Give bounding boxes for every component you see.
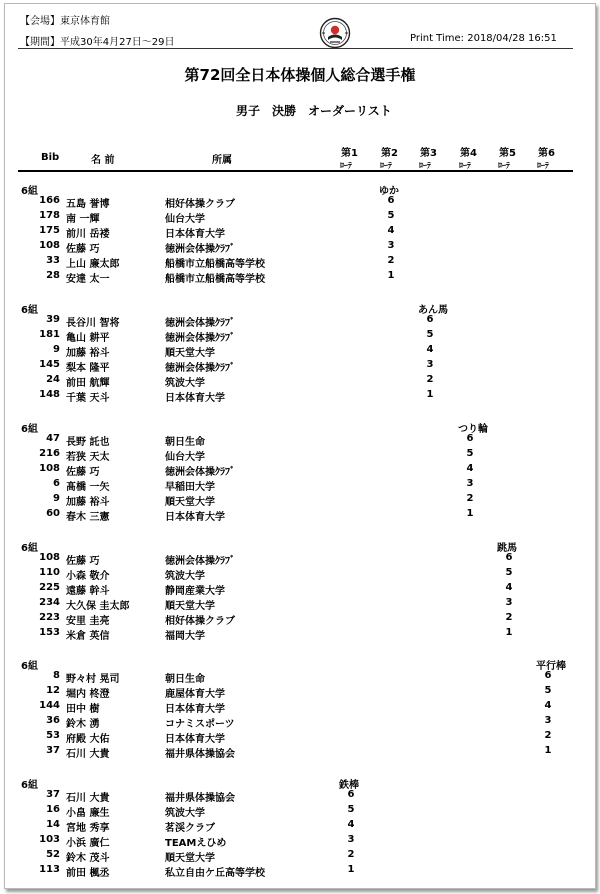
athlete-name: 小畠 廉生 <box>66 808 110 819</box>
start-order: 5 <box>426 329 434 340</box>
athlete-bib: 53 <box>46 730 60 741</box>
athlete-row <box>0 374 600 389</box>
athlete-bib: 6 <box>53 478 60 489</box>
athlete-row <box>0 789 600 804</box>
athlete-bib: 166 <box>39 195 60 206</box>
athlete-name: 野々村 晃司 <box>66 674 120 685</box>
start-order: 1 <box>347 864 355 875</box>
group-label: 6組 <box>21 543 38 554</box>
athlete-affiliation: 順天堂大学 <box>165 601 215 612</box>
group-label: 6組 <box>21 305 38 316</box>
athlete-name: 鈴木 茂斗 <box>66 853 110 864</box>
start-order: 5 <box>387 210 395 221</box>
athlete-name: 鈴木 湧 <box>66 719 100 730</box>
start-order: 3 <box>387 240 395 251</box>
athlete-row <box>0 314 600 329</box>
athlete-row <box>0 834 600 849</box>
athlete-bib: 144 <box>39 700 60 711</box>
athlete-name: 宮地 秀享 <box>66 823 110 834</box>
athlete-bib: 16 <box>46 804 60 815</box>
athlete-bib: 108 <box>39 240 60 251</box>
athlete-bib: 216 <box>39 448 60 459</box>
start-order: 4 <box>466 463 474 474</box>
venue-line <box>20 12 110 27</box>
athlete-row <box>0 864 600 879</box>
athlete-row <box>0 685 600 700</box>
athlete-affiliation: 筑波大学 <box>165 378 205 389</box>
athlete-bib: 234 <box>39 597 60 608</box>
athlete-row <box>0 552 600 567</box>
athlete-affiliation: 順天堂大学 <box>165 348 215 359</box>
start-order: 2 <box>544 730 552 741</box>
athlete-affiliation: 静岡産業大学 <box>165 586 225 597</box>
start-order: 6 <box>466 433 474 444</box>
athlete-row <box>0 463 600 478</box>
athlete-row <box>0 225 600 240</box>
start-order: 3 <box>426 359 434 370</box>
athlete-name: 佐藤 巧 <box>66 244 100 255</box>
athlete-name: 亀山 耕平 <box>66 333 110 344</box>
athlete-bib: 36 <box>46 715 60 726</box>
athlete-affiliation: TEAMえひめ <box>165 838 227 849</box>
start-order: 1 <box>544 745 552 756</box>
athlete-bib: 28 <box>46 270 60 281</box>
athlete-affiliation: 茗渓クラブ <box>165 823 215 834</box>
athlete-bib: 52 <box>46 849 60 860</box>
athlete-affiliation: 日本体育大学 <box>165 393 225 404</box>
period-value: 平成30年4月27日～29日 <box>60 37 175 48</box>
athlete-name: 髙橋 一矢 <box>66 482 110 493</box>
athlete-affiliation: 船橋市立船橋高等学校 <box>165 259 265 270</box>
athlete-bib: 24 <box>46 374 60 385</box>
athlete-bib: 103 <box>39 834 60 845</box>
athlete-name: 小浜 廣仁 <box>66 838 110 849</box>
athlete-name: 前川 岳褛 <box>66 229 110 240</box>
athlete-name: 石川 大貴 <box>66 749 110 760</box>
start-order: 5 <box>544 685 552 696</box>
athlete-bib: 148 <box>39 389 60 400</box>
athlete-affiliation: 朝日生命 <box>165 674 205 685</box>
event-label: つり輪 <box>458 424 488 435</box>
header-divider <box>18 48 573 49</box>
start-order: 4 <box>387 225 395 236</box>
athlete-bib: 39 <box>46 314 60 325</box>
athlete-row <box>0 730 600 745</box>
athlete-affiliation: 徳洲会体操ｸﾗﾌﾞ <box>165 467 235 478</box>
athlete-bib: 60 <box>46 508 60 519</box>
athlete-affiliation: 順天堂大学 <box>165 497 215 508</box>
col-rotation-3: 第3 <box>420 148 437 159</box>
athlete-row <box>0 582 600 597</box>
col-rotation-2: 第2 <box>381 148 398 159</box>
athlete-name: 上山 廉太郎 <box>66 259 120 270</box>
athlete-name: 長谷川 智将 <box>66 318 120 329</box>
athlete-bib: 153 <box>39 627 60 638</box>
start-order: 2 <box>387 255 395 266</box>
athlete-name: 南 一輝 <box>66 214 100 225</box>
athlete-bib: 175 <box>39 225 60 236</box>
athlete-affiliation: 相好体操クラブ <box>165 616 235 627</box>
start-order: 1 <box>387 270 395 281</box>
start-order: 1 <box>505 627 513 638</box>
event-label: ゆか <box>379 186 399 197</box>
group-label: 6組 <box>21 424 38 435</box>
athlete-name: 前田 航輝 <box>66 378 110 389</box>
athlete-name: 堀内 柊澄 <box>66 689 110 700</box>
athlete-name: 米倉 英信 <box>66 631 110 642</box>
athlete-bib: 37 <box>46 789 60 800</box>
athlete-row <box>0 804 600 819</box>
athlete-affiliation: 徳洲会体操ｸﾗﾌﾞ <box>165 333 235 344</box>
start-order: 2 <box>347 849 355 860</box>
start-order: 6 <box>426 314 434 325</box>
start-order: 2 <box>426 374 434 385</box>
athlete-affiliation: 仙台大学 <box>165 214 205 225</box>
athlete-bib: 223 <box>39 612 60 623</box>
col-rotation-sub-3: ﾛｰﾃ <box>419 161 431 170</box>
start-order: 6 <box>387 195 395 206</box>
col-rotation-sub-4: ﾛｰﾃ <box>459 161 471 170</box>
col-rotation-sub-6: ﾛｰﾃ <box>537 161 549 170</box>
col-rotation-6: 第6 <box>538 148 555 159</box>
athlete-row <box>0 670 600 685</box>
start-order: 3 <box>347 834 355 845</box>
athlete-row <box>0 195 600 210</box>
document-title: 第72回全日本体操個人総合選手権 <box>184 66 416 84</box>
athlete-affiliation: 日本体育大学 <box>165 512 225 523</box>
athlete-affiliation: 福井県体操協会 <box>165 793 235 804</box>
athlete-name: 佐藤 巧 <box>66 467 100 478</box>
period-label: 【期間】 <box>20 37 60 48</box>
venue-value: 東京体育館 <box>60 16 110 27</box>
athlete-name: 遠藤 幹斗 <box>66 586 110 597</box>
athlete-affiliation: 日本体育大学 <box>165 704 225 715</box>
group-label: 6組 <box>21 186 38 197</box>
athlete-affiliation: 仙台大学 <box>165 452 205 463</box>
column-header-divider <box>18 170 573 172</box>
col-name: 名 前 <box>91 155 115 166</box>
document-subtitle <box>236 102 404 119</box>
col-rotation-sub-5: ﾛｰﾃ <box>498 161 510 170</box>
athlete-bib: 12 <box>46 685 60 696</box>
athlete-row <box>0 745 600 760</box>
athlete-affiliation: 日本体育大学 <box>165 229 225 240</box>
athlete-name: 田中 樹 <box>66 704 100 715</box>
athlete-row <box>0 478 600 493</box>
group-label: 6組 <box>21 780 38 791</box>
athlete-affiliation: 船橋市立船橋高等学校 <box>165 274 265 285</box>
start-order: 5 <box>505 567 513 578</box>
athlete-name: 春木 三憲 <box>66 512 110 523</box>
athlete-affiliation: 朝日生命 <box>165 437 205 448</box>
subtitle-list: オーダーリスト <box>308 104 392 118</box>
start-order: 1 <box>426 389 434 400</box>
athlete-name: 加藤 裕斗 <box>66 348 110 359</box>
event-label: 鉄棒 <box>339 780 359 791</box>
athlete-bib: 113 <box>39 864 60 875</box>
athlete-affiliation: 早稲田大学 <box>165 482 215 493</box>
athlete-affiliation: 徳洲会体操ｸﾗﾌﾞ <box>165 363 235 374</box>
athlete-name: 若狭 天太 <box>66 452 110 463</box>
athlete-bib: 145 <box>39 359 60 370</box>
start-order: 3 <box>466 478 474 489</box>
start-order: 5 <box>347 804 355 815</box>
athlete-row <box>0 270 600 285</box>
print-time-label: Print Time: <box>410 33 465 44</box>
start-order: 5 <box>466 448 474 459</box>
athlete-bib: 108 <box>39 463 60 474</box>
athlete-name: 石川 大貴 <box>66 793 110 804</box>
athlete-affiliation: 順天堂大学 <box>165 853 215 864</box>
venue-label: 【会場】 <box>20 16 60 27</box>
start-order: 3 <box>544 715 552 726</box>
athlete-name: 梨本 隆平 <box>66 363 110 374</box>
start-order: 4 <box>347 819 355 830</box>
athlete-name: 安里 圭亮 <box>66 616 110 627</box>
athlete-name: 長野 託也 <box>66 437 110 448</box>
athlete-affiliation: 相好体操クラブ <box>165 199 235 210</box>
athlete-row <box>0 389 600 404</box>
col-rotation-sub-2: ﾛｰﾃ <box>380 161 392 170</box>
athlete-affiliation: 筑波大学 <box>165 808 205 819</box>
print-time <box>410 33 557 44</box>
athlete-row <box>0 240 600 255</box>
start-order: 4 <box>544 700 552 711</box>
athlete-row <box>0 567 600 582</box>
col-rotation-5: 第5 <box>499 148 516 159</box>
col-bib: Bib <box>41 152 60 163</box>
start-order: 2 <box>505 612 513 623</box>
athlete-name: 府殿 大佑 <box>66 734 110 745</box>
athlete-row <box>0 700 600 715</box>
athlete-affiliation: 筑波大学 <box>165 571 205 582</box>
start-order: 6 <box>505 552 513 563</box>
athlete-row <box>0 849 600 864</box>
start-order: 1 <box>466 508 474 519</box>
athlete-affiliation: 徳洲会体操ｸﾗﾌﾞ <box>165 556 235 567</box>
athlete-bib: 9 <box>53 344 60 355</box>
event-label: 平行棒 <box>536 661 566 672</box>
athlete-bib: 37 <box>46 745 60 756</box>
athlete-affiliation: コナミスポーツ <box>165 719 235 730</box>
athlete-name: 小森 敬介 <box>66 571 110 582</box>
athlete-affiliation: 日本体育大学 <box>165 734 225 745</box>
start-order: 4 <box>426 344 434 355</box>
athlete-bib: 181 <box>39 329 60 340</box>
athlete-row <box>0 819 600 834</box>
start-order: 4 <box>505 582 513 593</box>
athlete-row <box>0 508 600 523</box>
athlete-bib: 47 <box>46 433 60 444</box>
subtitle-category: 男子 <box>236 104 261 118</box>
athlete-affiliation: 徳洲会体操ｸﾗﾌﾞ <box>165 244 235 255</box>
athlete-row <box>0 210 600 225</box>
print-time-value: 2018/04/28 16:51 <box>467 33 557 44</box>
athlete-name: 千葉 天斗 <box>66 393 110 404</box>
athlete-affiliation: 福岡大学 <box>165 631 205 642</box>
athlete-bib: 33 <box>46 255 60 266</box>
athlete-row <box>0 627 600 642</box>
athlete-bib: 110 <box>39 567 60 578</box>
athlete-name: 大久保 圭太郎 <box>66 601 130 612</box>
athlete-row <box>0 359 600 374</box>
event-label: あん馬 <box>418 305 448 316</box>
start-order: 3 <box>505 597 513 608</box>
athlete-bib: 108 <box>39 552 60 563</box>
athlete-row <box>0 329 600 344</box>
athlete-row <box>0 344 600 359</box>
athlete-affiliation: 私立自由ケ丘高等学校 <box>165 868 265 879</box>
col-rotation-4: 第4 <box>460 148 477 159</box>
athlete-affiliation: 福井県体操協会 <box>165 749 235 760</box>
col-rotation-1: 第1 <box>341 148 358 159</box>
athlete-bib: 8 <box>53 670 60 681</box>
athlete-row <box>0 448 600 463</box>
col-affiliation: 所属 <box>212 155 232 166</box>
athlete-name: 佐藤 巧 <box>66 556 100 567</box>
event-label: 跳馬 <box>497 543 517 554</box>
col-rotation-sub-1: ﾛｰﾃ <box>340 161 352 170</box>
association-emblem-icon <box>319 17 351 49</box>
athlete-bib: 225 <box>39 582 60 593</box>
start-order: 6 <box>347 789 355 800</box>
athlete-name: 安達 太一 <box>66 274 110 285</box>
athlete-affiliation: 鹿屋体育大学 <box>165 689 225 700</box>
start-order: 2 <box>466 493 474 504</box>
athlete-row <box>0 255 600 270</box>
athlete-bib: 14 <box>46 819 60 830</box>
athlete-row <box>0 493 600 508</box>
athlete-affiliation: 徳洲会体操ｸﾗﾌﾞ <box>165 318 235 329</box>
period-line <box>20 33 175 48</box>
athlete-row <box>0 433 600 448</box>
athlete-name: 加藤 裕斗 <box>66 497 110 508</box>
athlete-bib: 178 <box>39 210 60 221</box>
athlete-row <box>0 715 600 730</box>
subtitle-stage: 決勝 <box>272 104 297 118</box>
start-order: 6 <box>544 670 552 681</box>
athlete-bib: 9 <box>53 493 60 504</box>
athlete-name: 前田 楓丞 <box>66 868 110 879</box>
athlete-row <box>0 612 600 627</box>
athlete-row <box>0 597 600 612</box>
athlete-name: 五島 誉博 <box>66 199 110 210</box>
group-label: 6組 <box>21 661 38 672</box>
